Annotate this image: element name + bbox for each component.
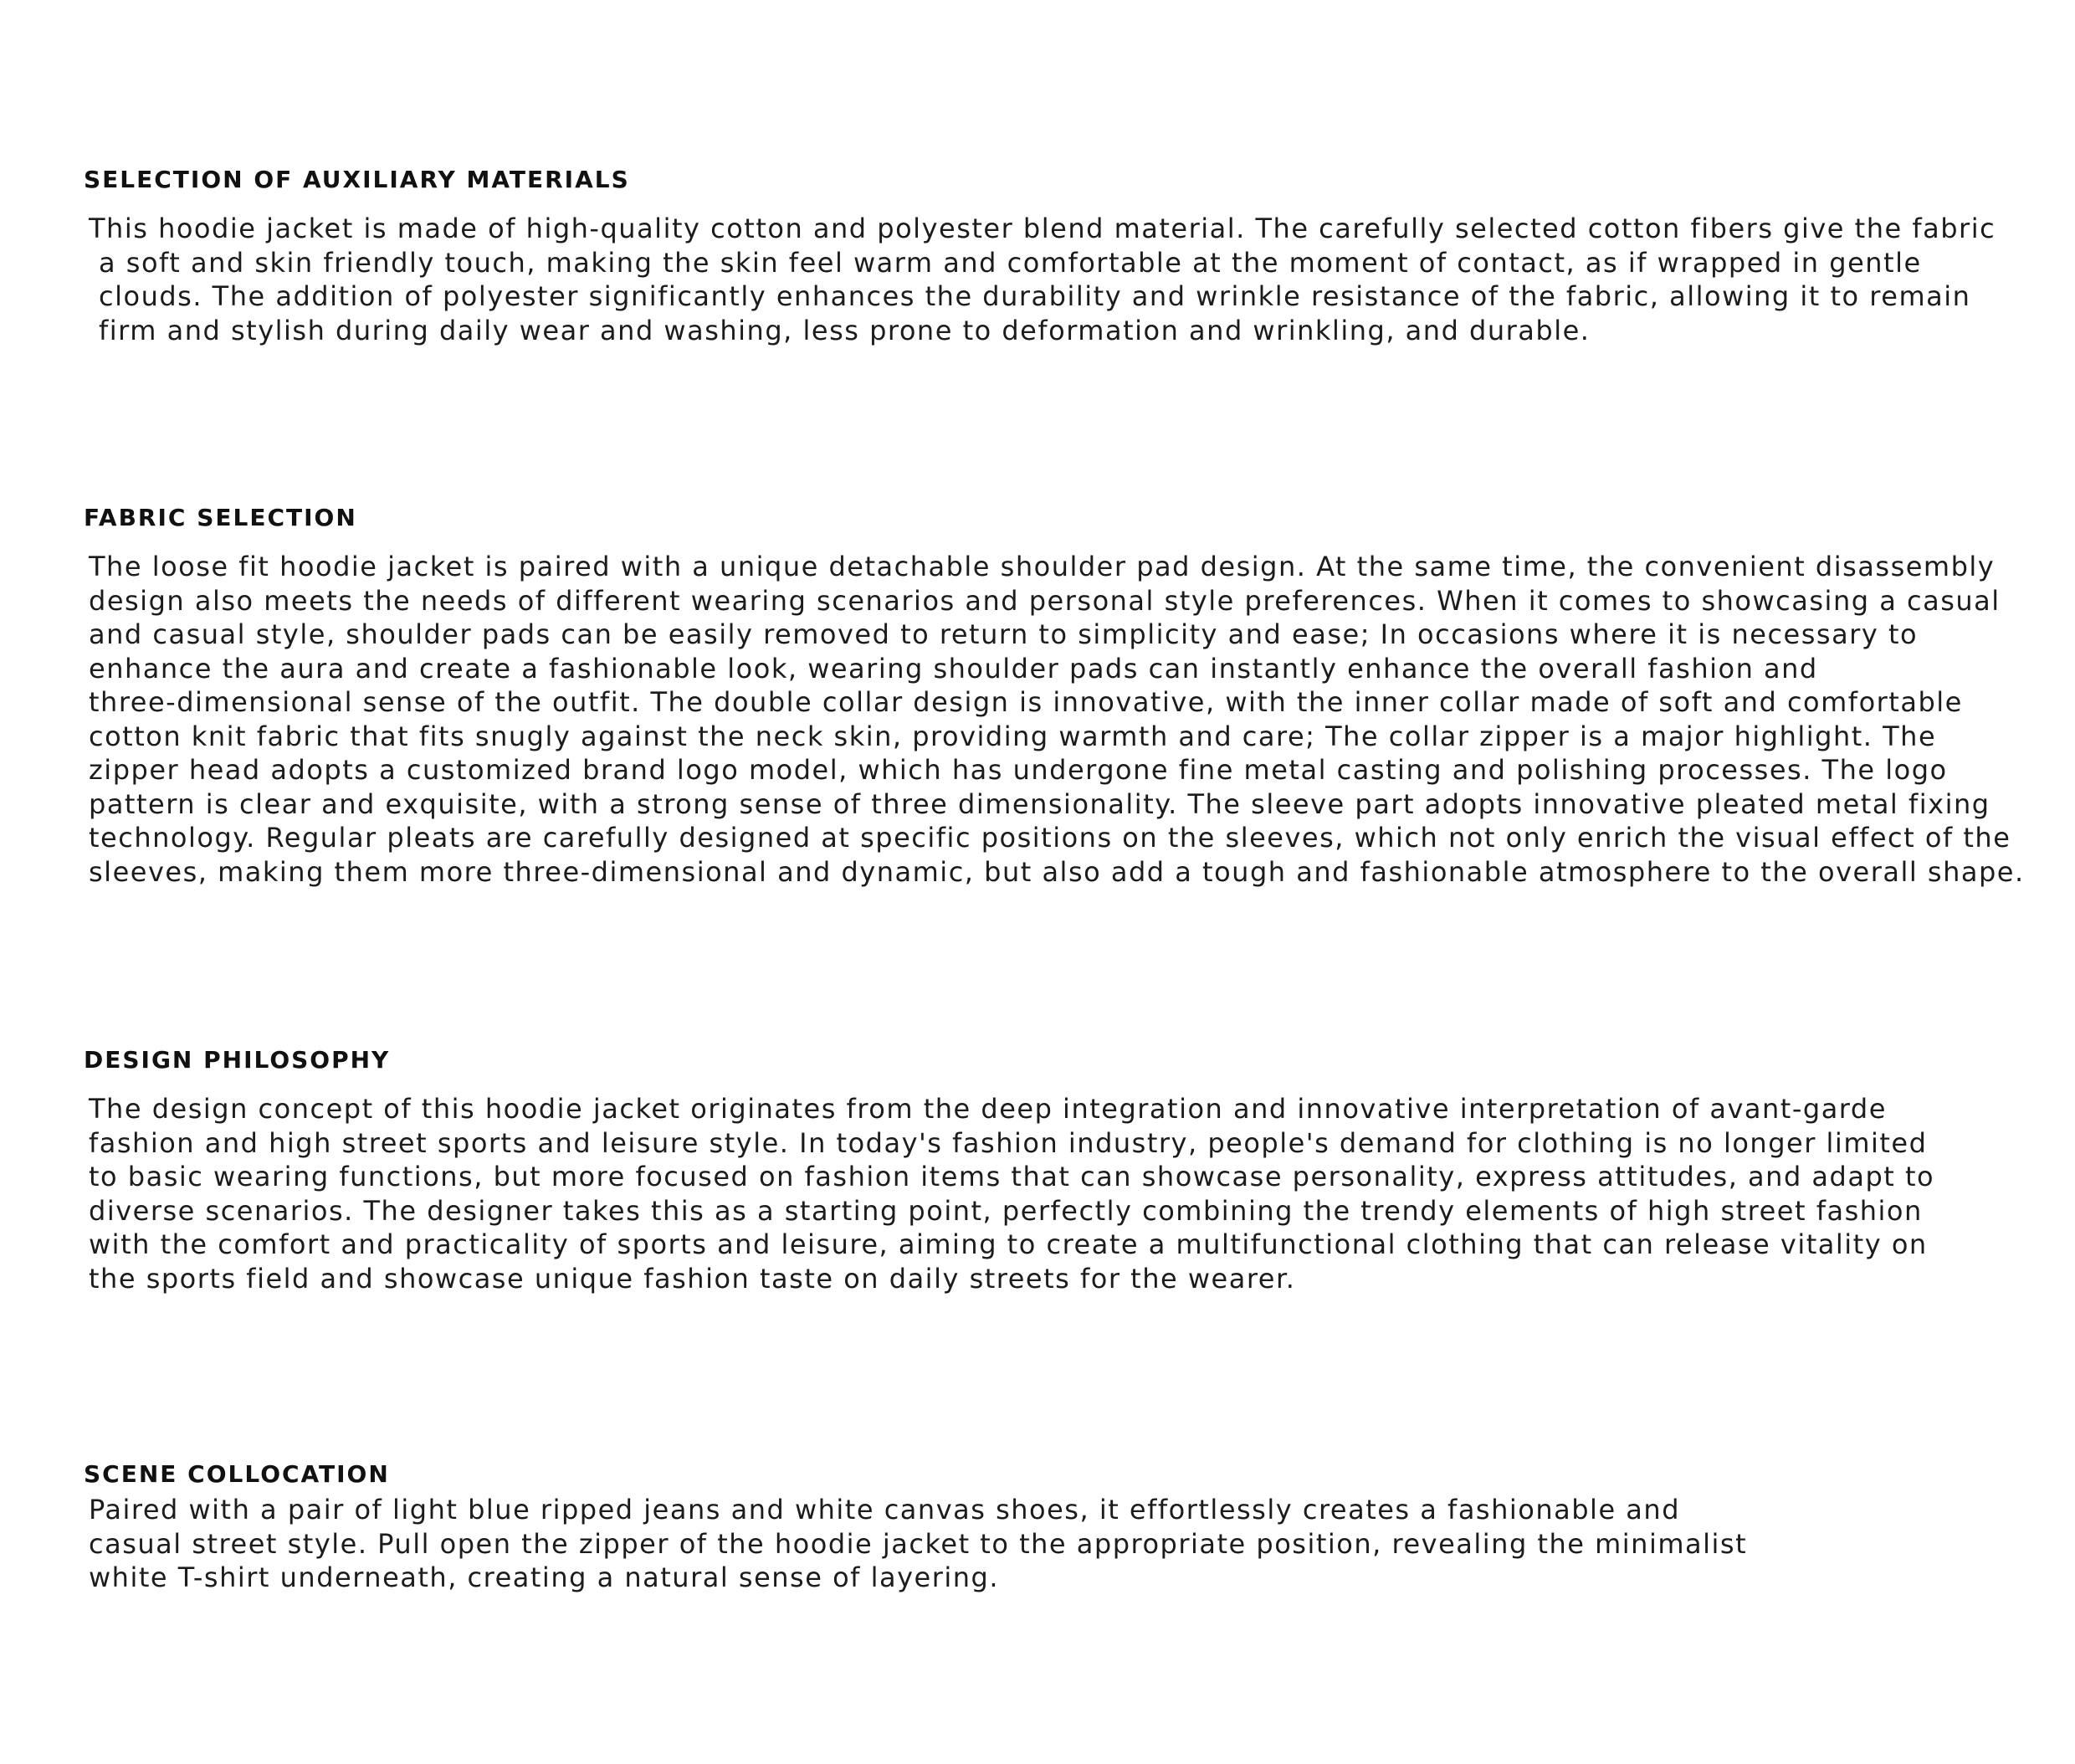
section-design-philosophy: [84, 1046, 2067, 1295]
section-auxiliary-materials: [84, 166, 2067, 347]
paragraph-line: firm and stylish during daily wear and washing, less prone to deformation and wrinkling, and durable.: [99, 314, 1591, 346]
paragraph-line: pattern is clear and exquisite, with a strong sense of three dimensionality. The sleeve part adopts innovative pleated metal fixing: [89, 787, 1990, 820]
paragraph-line: cotton knit fabric that fits snugly against the neck skin, providing warmth and care; The collar zipper is a major highlight. The: [89, 720, 1937, 752]
paragraph-line: enhance the aura and create a fashionable look, wearing shoulder pads can instantly enhance the overall fashion and: [89, 652, 1818, 685]
paragraph-line: clouds. The addition of polyester significantly enhances the durability and wrinkle resistance of the fabric, allowing it to remain: [99, 280, 1971, 312]
section-paragraph: [84, 1493, 2067, 1595]
paragraph-line: zipper head adopts a customized brand logo model, which has undergone fine metal casting and polishing processes. The logo: [89, 754, 1948, 786]
section-heading: DESIGN PHILOSOPHY: [84, 1046, 391, 1074]
section-heading: SCENE COLLOCATION: [84, 1460, 390, 1488]
paragraph-line: The design concept of this hoodie jacket originates from the deep integration and innovative interpretation of avant-garde: [89, 1093, 1887, 1125]
section-fabric-selection: [84, 504, 2067, 889]
paragraph-line: to basic wearing functions, but more focused on fashion items that can showcase personality, express attitudes, and adapt to: [89, 1161, 1935, 1192]
section-scene-collocation: [84, 1460, 2067, 1595]
paragraph-line: three-dimensional sense of the outfit. The double collar design is innovative, with the inner collar made of soft and comfortable: [89, 686, 1963, 718]
paragraph-line: the sports field and showcase unique fashion taste on daily streets for the wearer.: [89, 1262, 1296, 1295]
paragraph-line: This hoodie jacket is made of high-quality cotton and polyester blend material. The carefully selected cotton fibers give the fabric: [89, 213, 1996, 244]
paragraph-line: Paired with a pair of light blue ripped jeans and white canvas shoes, it effortlessly creates a fashionable and: [89, 1494, 1680, 1526]
paragraph-line: The loose fit hoodie jacket is paired with a unique detachable shoulder pad design. At the same time, the convenient disassembly: [89, 551, 1996, 582]
paragraph-line: technology. Regular pleats are carefully designed at specific positions on the sleeves, which not only enrich the visual effect of the: [89, 822, 2011, 854]
section-heading: SELECTION OF AUXILIARY MATERIALS: [84, 166, 630, 193]
paragraph-line: design also meets the needs of different wearing scenarios and personal style preferences. When it comes to showcasing a casual: [89, 584, 2001, 617]
paragraph-line: with the comfort and practicality of sports and leisure, aiming to create a multifunctional clothing that can release vitality on: [89, 1228, 1928, 1260]
section-paragraph: [84, 212, 2067, 347]
paragraph-line: casual street style. Pull open the zipper of the hoodie jacket to the appropriate position, revealing the minimalist: [89, 1527, 1748, 1560]
paragraph-line: and casual style, shoulder pads can be easily removed to return to simplicity and ease; In occasions where it is necessary to: [89, 618, 1919, 650]
paragraph-line: sleeves, making them more three-dimensional and dynamic, but also add a tough and fashionable atmosphere to the overall shape.: [89, 855, 2025, 888]
section-heading: FABRIC SELECTION: [84, 504, 357, 531]
section-paragraph: [84, 1092, 2067, 1295]
paragraph-line: diverse scenarios. The designer takes this as a starting point, perfectly combining the trendy elements of high street fashion: [89, 1194, 1923, 1227]
paragraph-line: fashion and high street sports and leisure style. In today's fashion industry, people's demand for clothing is no longer limited: [89, 1126, 1928, 1159]
paragraph-line: white T-shirt underneath, creating a natural sense of layering.: [89, 1561, 1000, 1593]
section-paragraph: [84, 550, 2067, 889]
paragraph-line: a soft and skin friendly touch, making the skin feel warm and comfortable at the moment of contact, as if wrapped in gentle: [99, 246, 1922, 279]
